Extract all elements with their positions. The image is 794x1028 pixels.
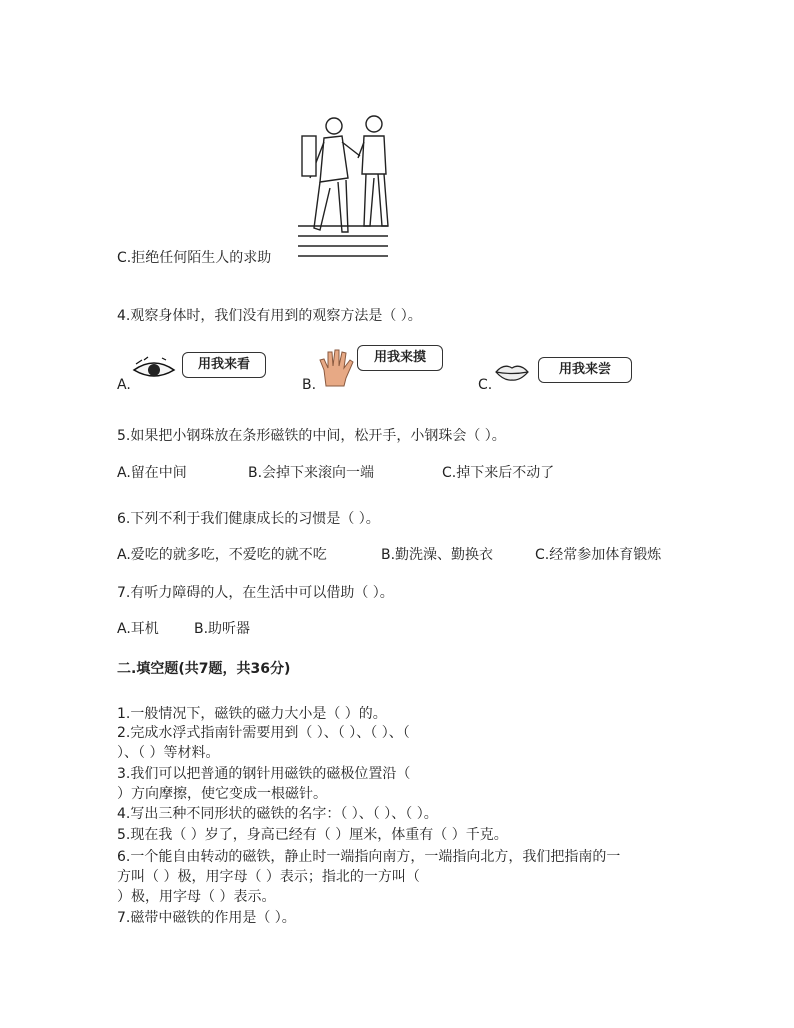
q7-question: 7.有听力障碍的人，在生活中可以借助（ ）。 — [117, 585, 394, 601]
q4-question: 4.观察身体时，我们没有用到的观察方法是（ ）。 — [117, 308, 422, 324]
q5-option-a: A.留在中间 — [117, 465, 187, 481]
q6-option-b: B.勤洗澡、勤换衣 — [381, 547, 494, 563]
fill-blank-7: 7.磁带中磁铁的作用是（ ）。 — [117, 910, 296, 926]
fill-blank-6-line-1: 6.一个能自由转动的磁铁，静止时一端指向南方，一端指向北方，我们把指南的一 — [117, 849, 621, 865]
q7-option-b: B.助听器 — [194, 621, 251, 637]
eye-icon — [132, 356, 176, 382]
q5-question: 5.如果把小钢珠放在条形磁铁的中间，松开手，小钢珠会（ ）。 — [117, 428, 506, 444]
q5-option-c: C.掉下来后不动了 — [442, 465, 555, 481]
fill-blank-2-line-2: ）、（ ）等材料。 — [117, 745, 220, 761]
fill-blank-3-line-1: 3.我们可以把普通的钢针用磁铁的磁极位置沿（ — [117, 766, 411, 782]
q4-option-a-bubble: 用我来看 — [182, 352, 266, 378]
fill-blank-4: 4.写出三种不同形状的磁铁的名字：（ ）、（ ）、（ ）。 — [117, 806, 438, 822]
fill-blank-6-line-3: ）极，用字母（ ）表示。 — [117, 889, 276, 905]
q4-option-c-bubble: 用我来尝 — [538, 357, 632, 383]
q7-option-a: A.耳机 — [117, 621, 159, 637]
q3-option-c: C.拒绝任何陌生人的求助 — [117, 250, 272, 266]
lips-icon — [494, 362, 530, 382]
fill-blank-1: 1.一般情况下，磁铁的磁力大小是（ ）的。 — [117, 706, 387, 722]
fill-blank-3-line-2: ）方向摩擦，使它变成一根磁针。 — [117, 786, 327, 802]
q5-option-b: B.会掉下来滚向一端 — [248, 465, 375, 481]
q6-option-a: A.爱吃的就多吃，不爱吃的就不吃 — [117, 547, 327, 563]
hand-icon — [318, 348, 356, 388]
people-crossing-illustration — [298, 108, 390, 260]
fill-blank-2-line-1: 2.完成水浮式指南针需要用到（ ）、（ ）、（ ）、（ — [117, 725, 410, 741]
fill-blank-5: 5.现在我（ ）岁了，身高已经有（ ）厘米，体重有（ ）千克。 — [117, 827, 508, 843]
q4-option-a-letter: A. — [117, 377, 131, 393]
q4-option-b-letter: B. — [302, 377, 317, 393]
q4-option-b-bubble: 用我来摸 — [357, 345, 443, 371]
q6-question: 6.下列不利于我们健康成长的习惯是（ ）。 — [117, 511, 380, 527]
section-2-title: 二.填空题(共7题，共36分) — [117, 661, 291, 677]
q6-option-c: C.经常参加体育锻炼 — [535, 547, 662, 563]
q4-option-c-letter: C. — [478, 377, 493, 393]
fill-blank-6-line-2: 方叫（ ）极，用字母（ ）表示；指北的一方叫（ — [117, 869, 420, 885]
